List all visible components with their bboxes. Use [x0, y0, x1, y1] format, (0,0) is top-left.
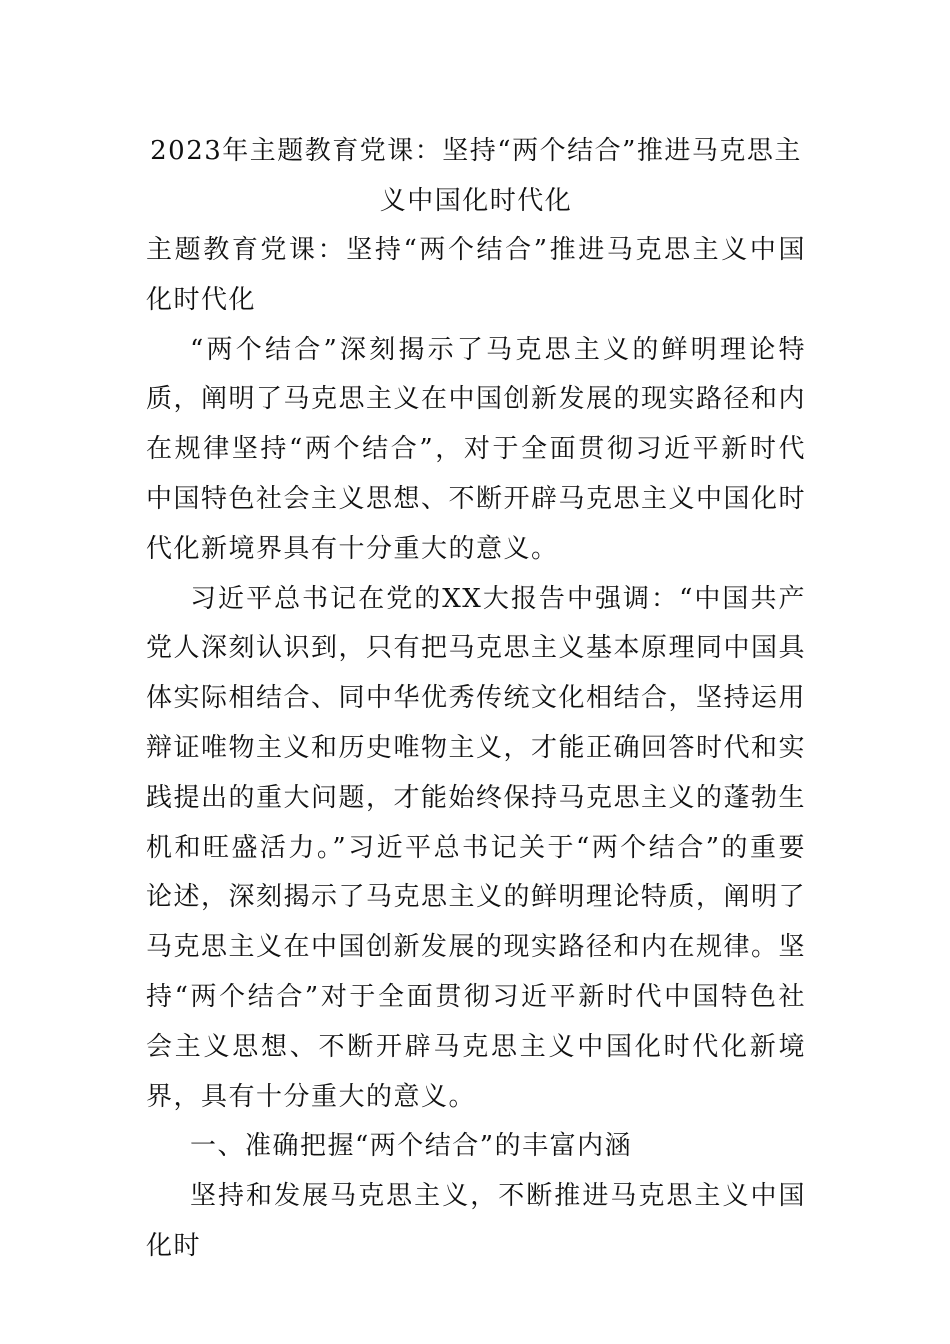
section-heading: 一、准确把握“两个结合”的丰富内涵 — [190, 1131, 633, 1162]
document-body — [146, 226, 806, 1272]
paragraph-3: 坚持和发展马克思主义，不断推进马克思主义中国化时 — [146, 1181, 806, 1261]
document-subtitle: 主题教育党课：坚持“两个结合”推进马克思主义中国化时代化 — [146, 235, 806, 315]
paragraph-1: “两个结合”深刻揭示了马克思主义的鲜明理论特质，阐明了马克思主义在中国创新发展的现实路径和内在规律坚持“两个结合”，对于全面贯彻习近平新时代中国特色社会主义思想、不断开辟马克思主义中国化时代化新境界具有十分重大的意义。 — [146, 334, 807, 564]
paragraph-2: 习近平总书记在党的XX大报告中强调：“中国共产党人深刻认识到，只有把马克思主义基本原理同中国具体实际相结合、同中华优秀传统文化相结合，坚持运用辩证唯物主义和历史唯物主义，才能正确回答时代和实践提出的重大问题，才能始终保持马克思主义的蓬勃生机和旺盛活力。”习近平总书记关于“两个结合”的重要论述，深刻揭示了马克思主义的鲜明理论特质，阐明了马克思主义在中国创新发展的现实路径和内在规律。坚持“两个结合”对于全面贯彻习近平新时代中国特色社会主义思想、不断开辟马克思主义中国化时代化新境界，具有十分重大的意义。 — [146, 583, 807, 1112]
document-title: 2023年主题教育党课：坚持“两个结合”推进马克思主义中国化时代化 — [150, 136, 802, 216]
